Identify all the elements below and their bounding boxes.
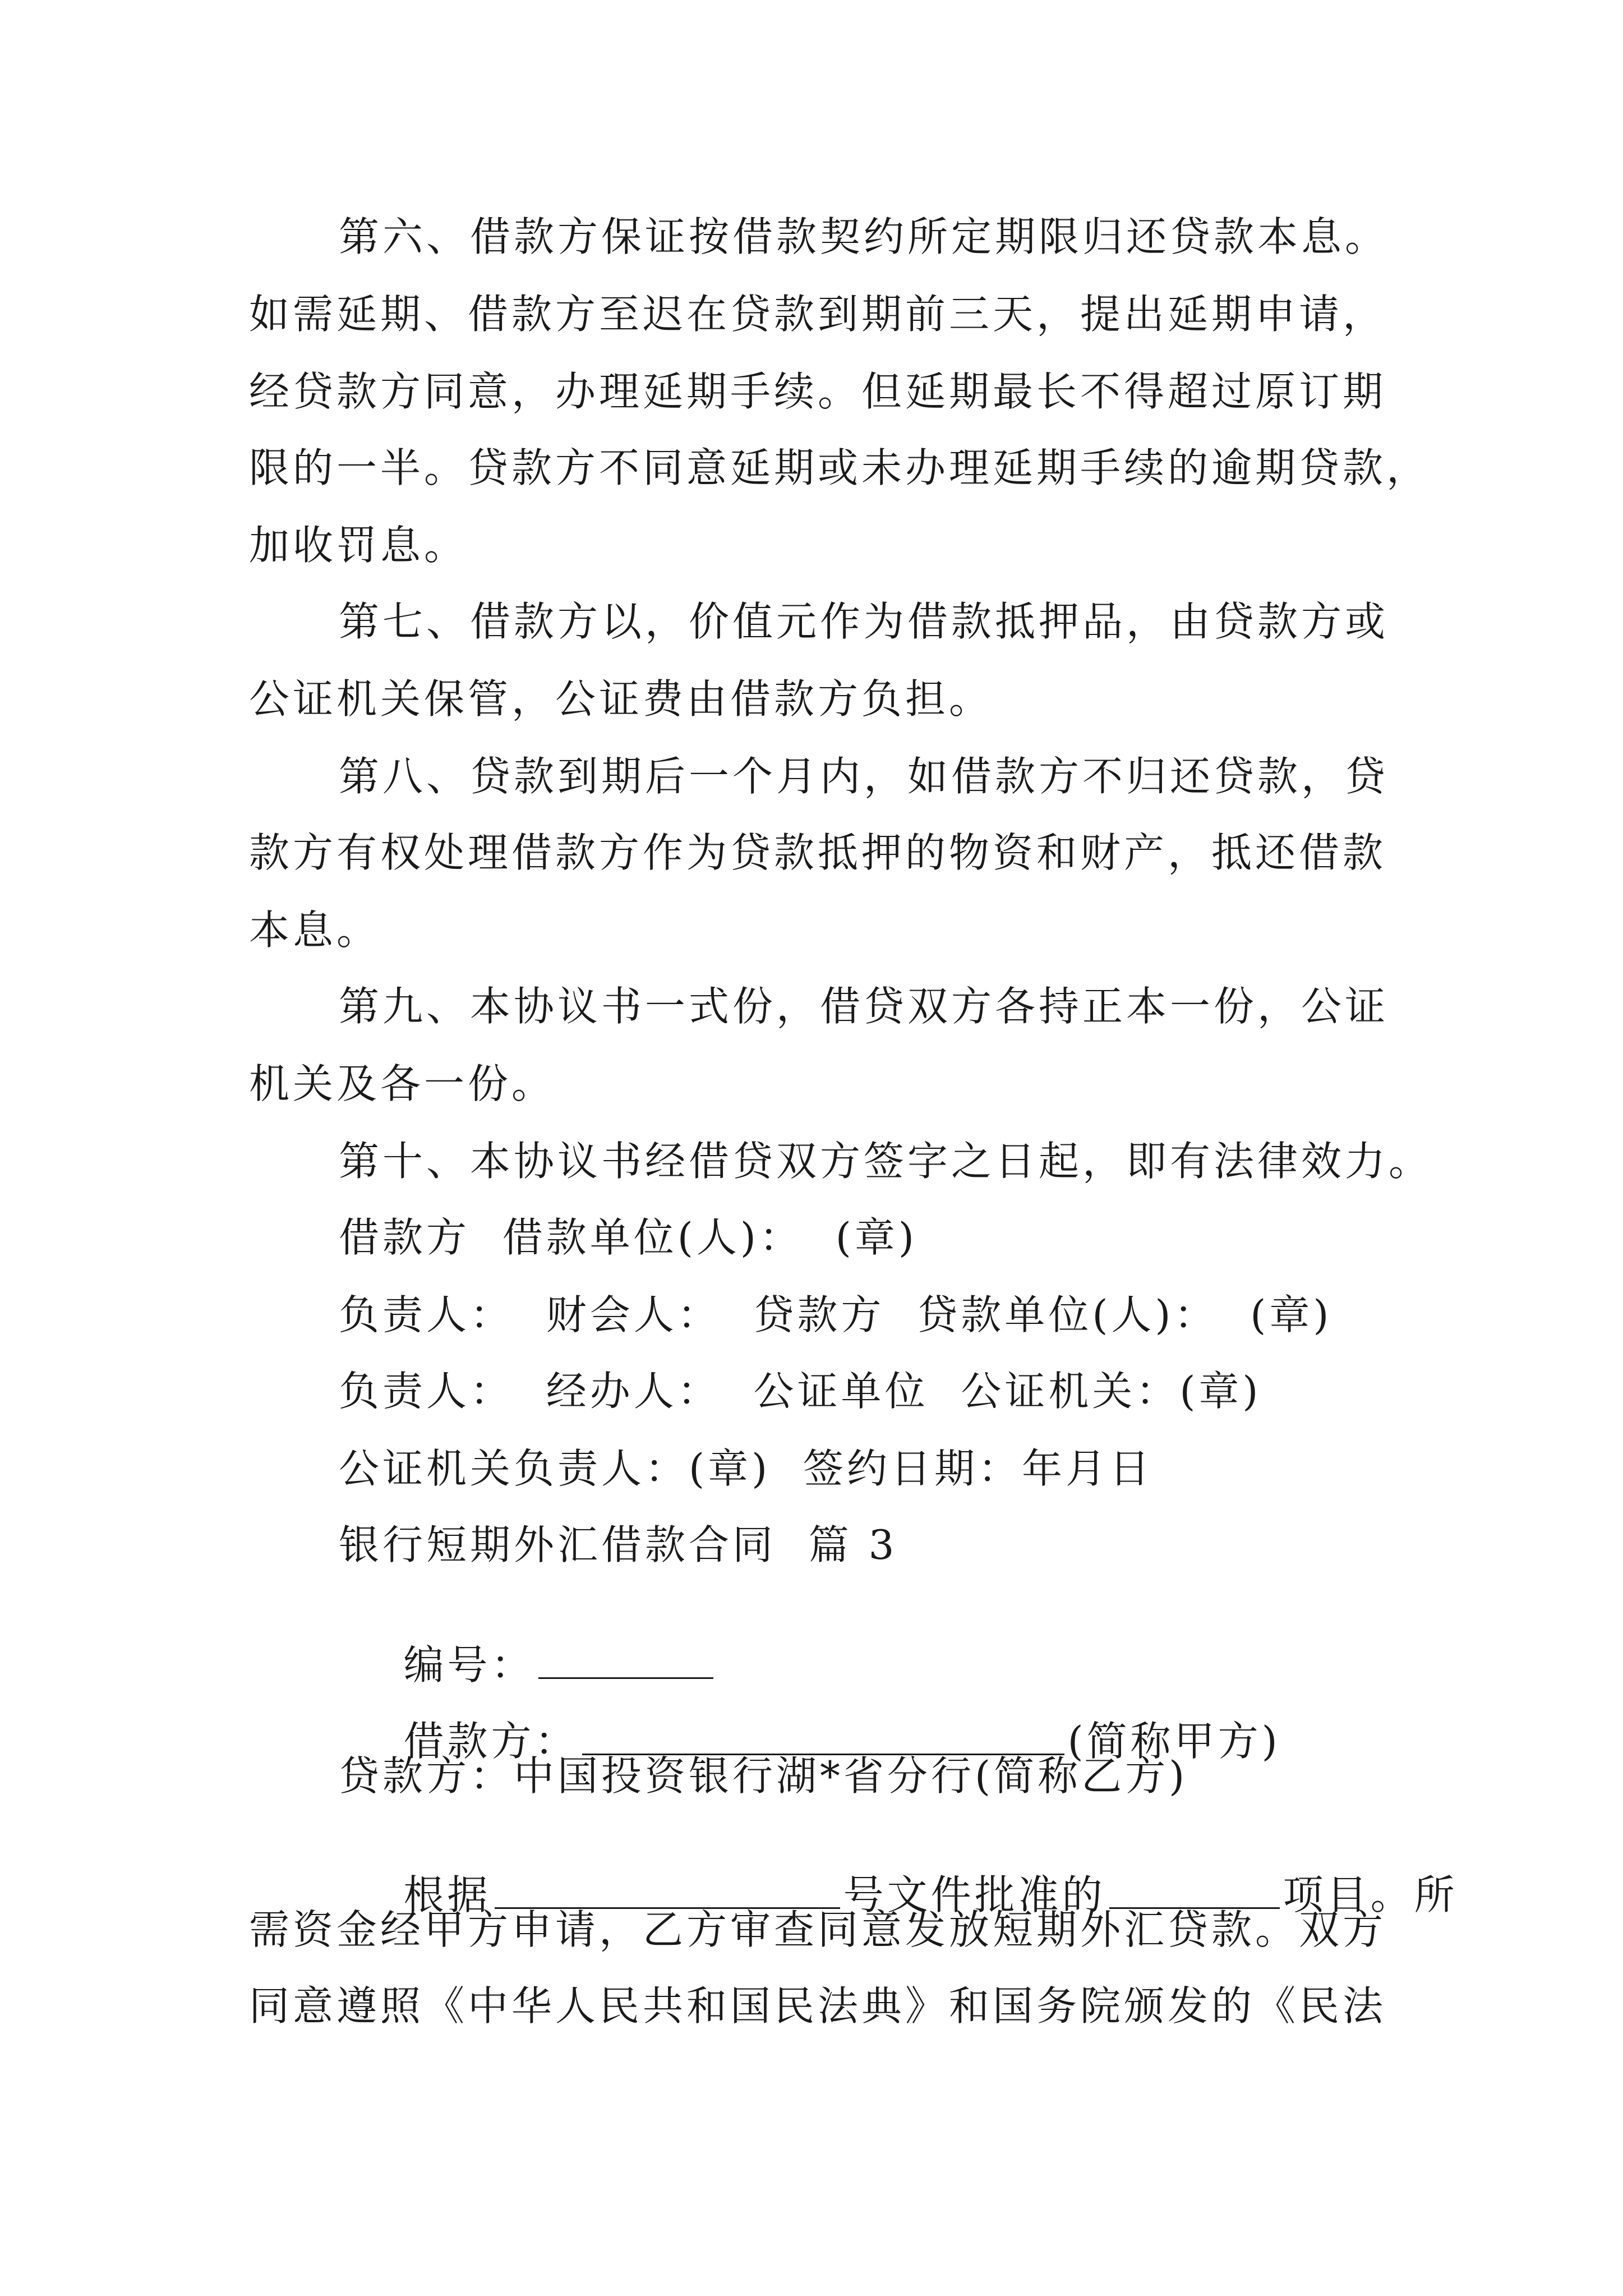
basis-mid: 号文件批准的 xyxy=(843,1871,1106,1918)
basis-line-2: 需资金经甲方申请，乙方审查同意发放短期外汇贷款。双方 xyxy=(249,1906,1387,1953)
basis-line-3: 同意遵照《中华人民共和国民法典》和国务院颁发的《民法 xyxy=(249,1982,1387,2030)
article-7-line-2: 公证机关保管，公证费由借款方负担。 xyxy=(249,675,993,723)
article-6-line-2: 如需延期、借款方至迟在贷款到期前三天，提出延期申请， xyxy=(249,291,1387,338)
article-9-line-2: 机关及各一份。 xyxy=(249,1060,556,1107)
borrower-suffix: (简称甲方) xyxy=(1067,1718,1281,1765)
article-6-line-5: 加收罚息。 xyxy=(249,522,468,569)
project-name-blank[interactable] xyxy=(1109,1872,1280,1909)
basis-prefix: 根据 xyxy=(403,1871,491,1918)
article-7-line-1: 第七、借款方以，价值元作为借款抵押品，由贷款方或 xyxy=(339,598,1389,645)
section-heading: 银行短期外汇借款合同 篇 3 xyxy=(339,1521,898,1568)
basis-suffix: 项目。所 xyxy=(1283,1871,1458,1918)
signature-lender-line: 负责人： 财会人： 贷款方 贷款单位(人)： (章) xyxy=(339,1291,1332,1338)
article-6-line-3: 经贷款方同意，办理延期手续。但延期最长不得超过原订期 xyxy=(249,368,1387,415)
borrower-name-blank[interactable] xyxy=(582,1719,1064,1755)
signing-date-line: 公证机关负责人：(章) 签约日期：年月日 xyxy=(339,1445,1153,1492)
contract-number-blank[interactable] xyxy=(538,1642,713,1679)
article-6-line-1: 第六、借款方保证按借款契约所定期限归还贷款本息。 xyxy=(339,213,1389,260)
article-8-line-1: 第八、贷款到期后一个月内，如借款方不归还贷款，贷 xyxy=(339,753,1389,800)
article-6-line-4: 限的一半。贷款方不同意延期或未办理延期手续的逾期贷款， xyxy=(249,444,1431,491)
borrower-label: 借款方： xyxy=(403,1718,579,1765)
article-8-line-3: 本息。 xyxy=(249,907,381,954)
article-10-line: 第十、本协议书经借贷双方签字之日起，即有法律效力。 xyxy=(339,1138,1433,1185)
contract-number-label: 编号： xyxy=(403,1641,535,1688)
document-number-blank[interactable] xyxy=(495,1872,840,1909)
article-8-line-2: 款方有权处理借款方作为贷款抵押的物资和财产，抵还借款 xyxy=(249,829,1387,876)
signature-notary-line: 负责人： 经办人： 公证单位 公证机关：(章) xyxy=(339,1368,1262,1415)
signature-borrower-line: 借款方 借款单位(人)： (章) xyxy=(339,1214,917,1261)
lender-line: 贷款方：中国投资银行湖*省分行(简称乙方) xyxy=(339,1752,1188,1800)
article-9-line-1: 第九、本协议书一式份，借贷双方各持正本一份，公证 xyxy=(339,983,1389,1030)
